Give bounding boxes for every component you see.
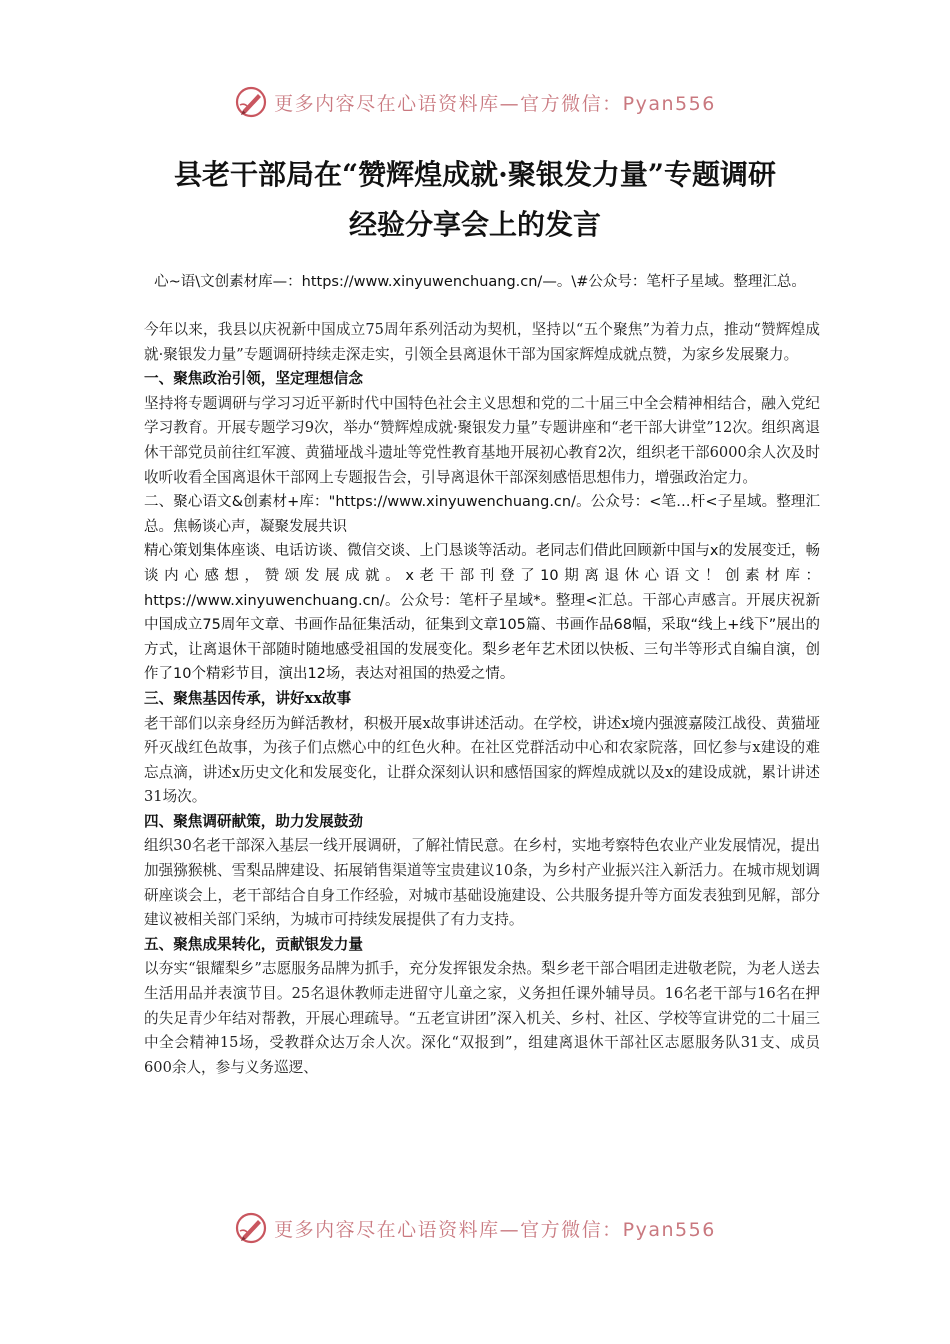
page-title <box>120 150 830 250</box>
section-heading-2: 二、聚心语文&创素材+库："https://www.xinyuwenchuang.cn/。公众号：<笔…杆<子星域。整理汇总。焦畅谈心声，凝聚发展共识 <box>144 494 820 535</box>
pen-logo-icon <box>234 1211 268 1245</box>
section-heading-3: 三、聚焦基因传承，讲好xx故事 <box>144 689 352 707</box>
paragraph-section-4: 组织30名老干部深入基层一线开展调研，了解社情民意。在乡村，实地考察特色农业产业发展情况，提出加强猕猴桃、雪梨品牌建设、拓展销售渠道等宝贵建议10条，为乡村产业振兴注入新活力。在城市规划调研座谈会上，老干部结合自身工作经验，对城市基础设施建设、公共服务提升等方面发表独到见解，部分建议被相关部门采纳，为城市可持续发展提供了有力支持。 <box>144 837 820 929</box>
paragraph-intro: 今年以来，我县以庆祝新中国成立75周年系列活动为契机，坚持以“五个聚焦”为着力点，推动“赞辉煌成就·聚银发力量”专题调研持续走深走实，引领全县离退休干部为国家辉煌成就点赞，为家乡发展聚力。 <box>144 321 820 363</box>
paragraph-section-5: 以夯实“银耀梨乡”志愿服务品牌为抓手，充分发挥银发余热。梨乡老干部合唱团走进敬老院，为老人送去生活用品并表演节目。25名退休教师走进留守儿童之家，义务担任课外辅导员。16名老干部与16名在押的失足青少年结对帮教，开展心理疏导。“五老宣讲团”深入机关、乡村、社区、学校等宣讲党的二十届三中全会精神15场，受教群众达万余人次。深化“双报到”，组建离退休干部社区志愿服务队31支、成员600余人，参与义务巡逻、 <box>144 960 820 1076</box>
footer-banner <box>0 1208 950 1248</box>
header-banner <box>0 82 950 122</box>
pen-logo-icon <box>234 85 268 119</box>
banner-text: 更多内容尽在心语资料库—官方微信：Pyan556 <box>274 1218 716 1241</box>
paragraph-section-3: 老干部们以亲身经历为鲜活教材，积极开展x故事讲述活动。在学校，讲述x境内强渡嘉陵江战役、黄猫垭歼灭战红色故事，为孩子们点燃心中的红色火种。在社区党群活动中心和农家院落，回忆参与x建设的难忘点滴，讲述x历史文化和发展变化，让群众深刻认识和感悟国家的辉煌成就以及x的建设成就，累计讲述31场次。 <box>144 714 820 806</box>
title-line-2: 经验分享会上的发言 <box>348 208 601 241</box>
section-heading-1: 一、聚焦政治引领，坚定理想信念 <box>144 370 363 388</box>
paragraph-section-2: 精心策划集体座谈、电话访谈、微信交谈、上门恳谈等活动。老同志们借此回顾新中国与x的发展变迁，畅谈内心感想，赞颂发展成就。x老干部刊登了10期离退休心语文！创素材库：https://www.xinyuwenchuang.cn/。公众号：笔杆子星域*。整理<汇总。干部心声感言。开展庆祝新中国成立75周年文章、书画作品征集活动，征集到文章105篇、书画作品68幅，采取“线上+线下”展出的方式，让离退休干部随时随地感受祖国的发展变化。梨乡老年艺术团以快板、三句半等形式自编自演，创作了10个精彩节目，演出12场，表达对祖国的热爱之情。 <box>144 543 820 683</box>
banner-text: 更多内容尽在心语资料库—官方微信：Pyan556 <box>274 92 716 115</box>
section-heading-5: 五、聚焦成果转化，贡献银发力量 <box>144 935 363 953</box>
source-note: 心~语\文创素材库—：https://www.xinyuwenchuang.cn/—。\#公众号：笔杆子星域。整理汇总。 <box>154 274 806 290</box>
paragraph-section-1: 坚持将专题调研与学习习近平新时代中国特色社会主义思想和党的二十届三中全会精神相结合，融入党纪学习教育。开展专题学习9次，举办“赞辉煌成就·聚银发力量”专题讲座和“老干部大讲堂”12次。组织离退休干部党员前往红军渡、黄猫垭战斗遗址等党性教育基地开展初心教育2次，组织老干部6000余人次及时收听收看全国离退休干部网上专题报告会，引导离退休干部深刻感悟思想伟力，增强政治定力。 <box>144 394 820 486</box>
title-line-1: 县老干部局在“赞辉煌成就·聚银发力量”专题调研 <box>174 158 776 191</box>
section-heading-4: 四、聚焦调研献策，助力发展鼓劲 <box>144 812 363 830</box>
document-body <box>144 318 820 1080</box>
